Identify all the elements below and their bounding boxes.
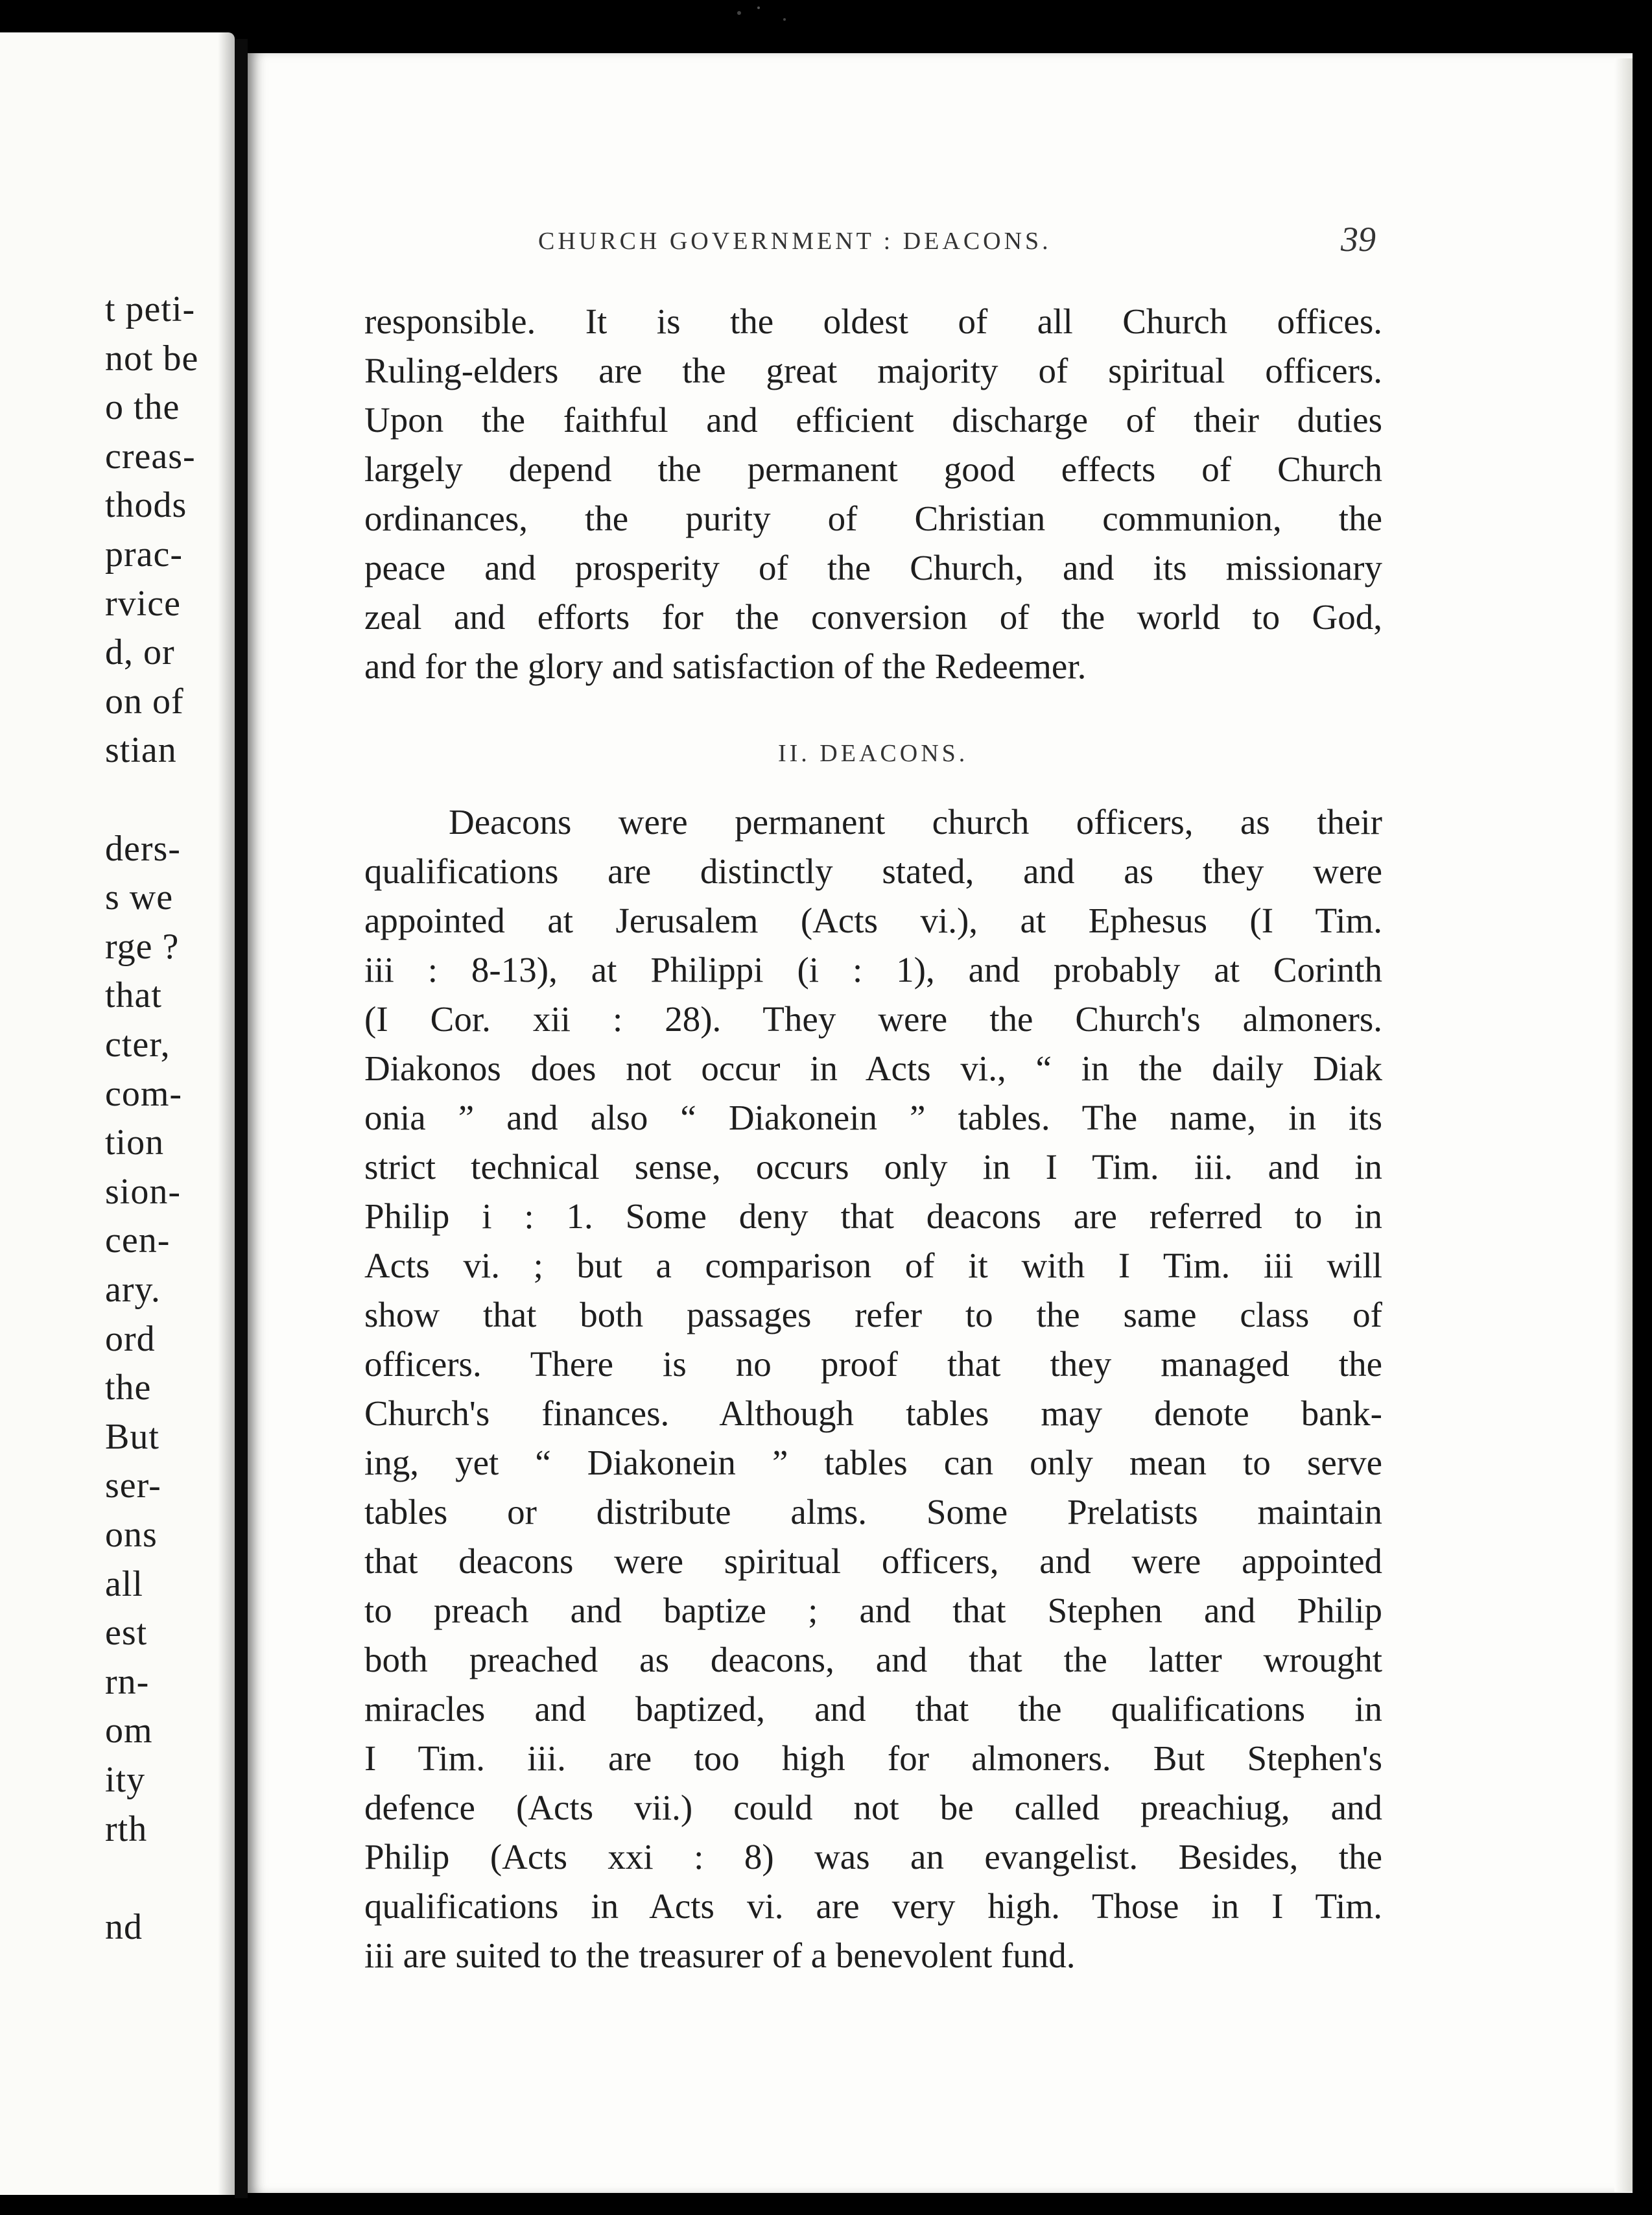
text-line: defence (Acts vii.) could not be called preachiug, and	[364, 1788, 1382, 1827]
text-line: iii are suited to the treasurer of a benevolent fund.	[364, 1936, 1076, 1975]
text-line: Deacons were permanent church officers, as their	[449, 802, 1382, 842]
left-page-line: But	[105, 1416, 159, 1457]
left-page-gutter-shadow	[218, 32, 235, 2195]
left-page-line: sion-	[105, 1171, 181, 1212]
scan-specks	[713, 0, 843, 45]
left-page-line: thods	[105, 485, 187, 526]
left-page-line: rge ?	[105, 926, 180, 967]
text-line: Upon the faithful and efficient discharge of their duties	[364, 400, 1382, 440]
text-line: miracles and baptized, and that the qualifications in	[364, 1689, 1382, 1729]
left-page-line: ary.	[105, 1270, 161, 1310]
text-line: officers. There is no proof that they managed the	[364, 1344, 1382, 1384]
text-line: and for the glory and satisfaction of the Redeemer.	[364, 646, 1087, 686]
left-page-line: all	[105, 1563, 143, 1604]
paragraph-2	[364, 798, 1382, 1980]
text-line: onia ” and also “ Diakonein ” tables. The name, in its	[364, 1098, 1382, 1137]
text-line: Philip (Acts xxi : 8) was an evangelist. Besides, the	[364, 1837, 1382, 1877]
left-page-line: rth	[105, 1808, 148, 1849]
text-line: both preached as deacons, and that the latter wrought	[364, 1640, 1382, 1679]
left-page-line: ders-	[105, 828, 181, 869]
paragraph-1	[364, 297, 1382, 691]
left-facing-page	[0, 32, 235, 2195]
left-page-line: ity	[105, 1760, 146, 1800]
left-page-line: cen-	[105, 1220, 171, 1261]
left-page-line: o the	[105, 387, 180, 428]
left-page-line: tion	[105, 1122, 165, 1163]
left-page-line: t peti-	[105, 289, 196, 329]
left-page-line: cter,	[105, 1025, 171, 1065]
text-line: (I Cor. xii : 28). They were the Church's almoners.	[364, 999, 1382, 1039]
left-page-line: ser-	[105, 1465, 161, 1506]
text-line: strict technical sense, occurs only in I Tim. iii. and in	[364, 1147, 1382, 1187]
left-page-line: creas-	[105, 436, 196, 477]
text-line: Church's finances. Although tables may denote bank-	[364, 1393, 1382, 1433]
text-line: peace and prosperity of the Church, and its missionary	[364, 548, 1382, 587]
running-header: CHURCH GOVERNMENT : DEACONS.	[538, 228, 1052, 255]
left-page-line: prac-	[105, 534, 183, 574]
left-page-line: not be	[105, 338, 199, 379]
text-line: Diakonos does not occur in Acts vi., “ in the daily Diak	[364, 1048, 1382, 1088]
text-line: Ruling-elders are the great majority of spiritual officers.	[364, 351, 1382, 390]
text-line: that deacons were spiritual officers, and were appointed	[364, 1541, 1382, 1581]
left-page-line: the	[105, 1368, 152, 1408]
text-line: Acts vi. ; but a comparison of it with I Tim. iii will	[364, 1246, 1382, 1285]
left-page-line: d, or	[105, 632, 175, 673]
left-page-line: ons	[105, 1515, 158, 1555]
left-page-line: nd	[105, 1906, 143, 1947]
text-line: Philip i : 1. Some deny that deacons are referred to in	[364, 1196, 1382, 1236]
text-line: I Tim. iii. are too high for almoners. But Stephen's	[364, 1738, 1382, 1778]
left-page-line: s we	[105, 877, 174, 918]
book-gutter	[235, 39, 248, 2198]
left-page-line: rvice	[105, 583, 181, 624]
left-page-line: om	[105, 1711, 153, 1751]
left-page-line: that	[105, 975, 162, 1016]
right-page-edge	[1614, 58, 1633, 2192]
page-number: 39	[1341, 220, 1376, 259]
text-line: zeal and efforts for the conversion of the world to God,	[364, 597, 1382, 637]
text-line: tables or distribute alms. Some Prelatists maintain	[364, 1492, 1382, 1532]
left-page-line: ord	[105, 1318, 156, 1359]
section-title: II. DEACONS.	[778, 740, 969, 767]
text-line: responsible. It is the oldest of all Church offices.	[364, 302, 1382, 341]
left-page-line: on of	[105, 681, 184, 722]
text-line: largely depend the permanent good effects of Church	[364, 449, 1382, 489]
text-line: qualifications are distinctly stated, and as they were	[364, 851, 1382, 891]
text-line: iii : 8-13), at Philippi (i : 1), and probably at Corinth	[364, 950, 1382, 989]
text-line: show that both passages refer to the same class of	[364, 1295, 1382, 1334]
left-page-line: stian	[105, 730, 177, 771]
text-line: ing, yet “ Diakonein ” tables can only mean to serve	[364, 1443, 1382, 1482]
left-page-line: est	[105, 1613, 148, 1653]
text-line: ordinances, the purity of Christian communion, the	[364, 499, 1382, 538]
left-page-line: com-	[105, 1073, 183, 1114]
text-line: to preach and baptize ; and that Stephen and Philip	[364, 1591, 1382, 1630]
text-line: appointed at Jerusalem (Acts vi.), at Ephesus (I Tim.	[364, 901, 1382, 940]
text-line: qualifications in Acts vi. are very high. Those in I Tim.	[364, 1886, 1382, 1926]
left-page-line: rn-	[105, 1661, 150, 1702]
